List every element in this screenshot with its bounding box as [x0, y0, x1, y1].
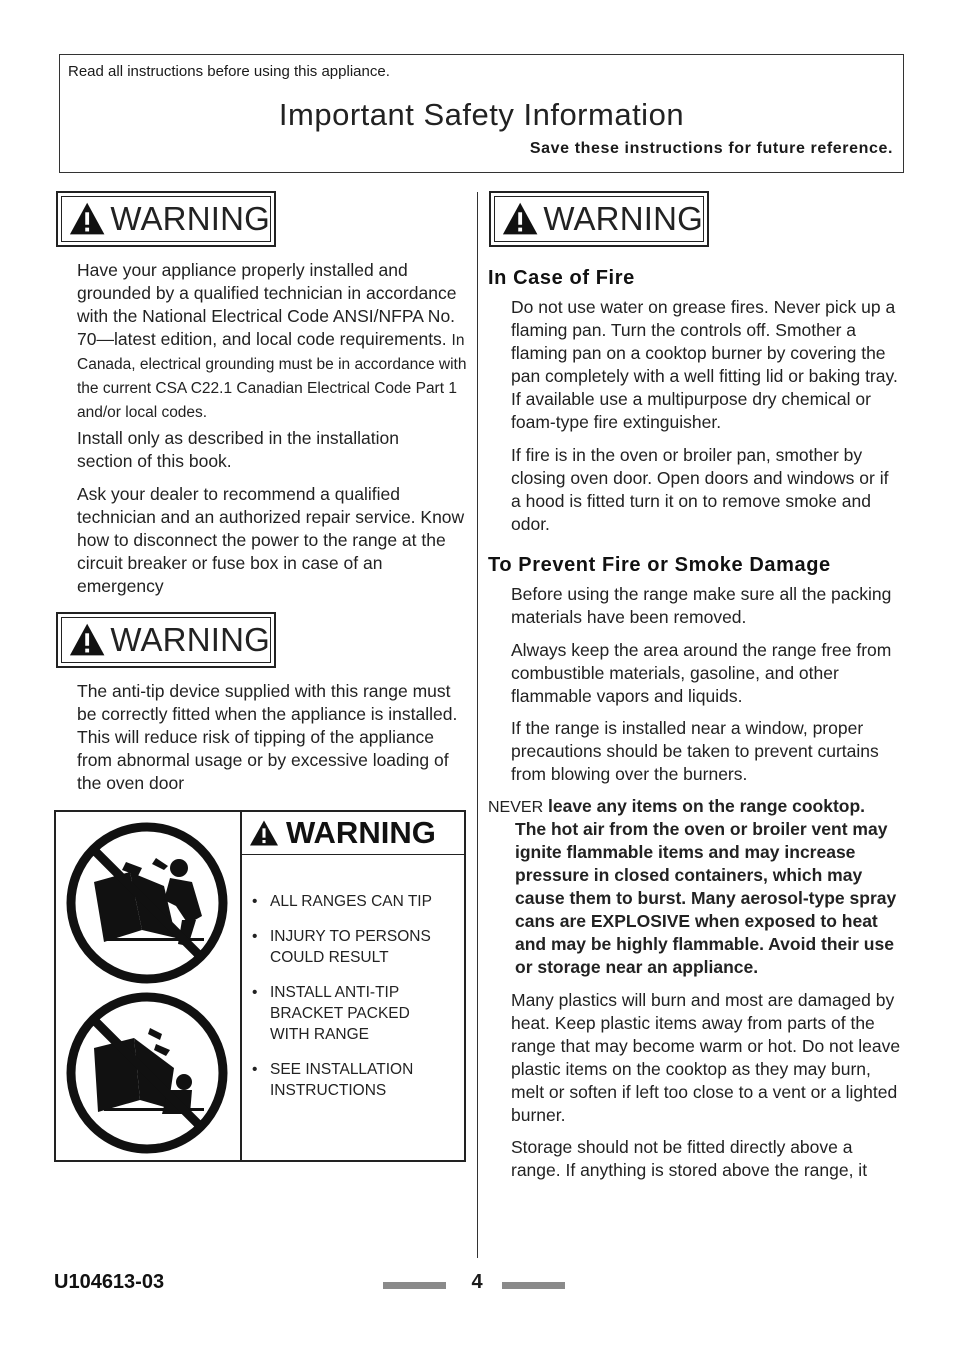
- document-number: U104613-03: [54, 1271, 165, 1293]
- warning-banner-3: [489, 191, 709, 247]
- never-first-text: leave any items on the range cooktop.: [548, 796, 866, 816]
- tip-item-text: ALL RANGES CAN TIP: [270, 893, 432, 910]
- tip-list-item: • SEE INSTALLATION INSTRUCTIONS: [252, 1061, 414, 1099]
- page-number: 4: [471, 1271, 483, 1293]
- warning-banner-1: [56, 191, 276, 247]
- save-instructions-note: Save these instructions for future reference.: [529, 140, 893, 157]
- anti-tip-warning-box: [54, 810, 466, 1162]
- header-note: Read all instructions before using this appliance.: [68, 63, 390, 80]
- tip-box-divider: [240, 812, 242, 1160]
- tip-item-text: INJURY TO PERSONS COULD RESULT: [270, 928, 431, 966]
- storage-paragraph: Storage should not be fitted directly above a range. If anything is stored above the range, it: [511, 1137, 868, 1180]
- tip-item-text: SEE INSTALLATION INSTRUCTIONS: [270, 1061, 414, 1099]
- never-word: NEVER: [488, 799, 544, 816]
- grounding-text: Have your appliance properly installed and grounded by a qualified technician in accordance with the National Electrical Code ANSI/NFPA No. 70—latest edition, and local code requirements.: [77, 260, 457, 349]
- grounding-paragraph: [77, 259, 467, 424]
- anti-tip-paragraph: The anti-tip device supplied with this range must be correctly fitted when the appliance is installed. This will reduce risk of tipping of the appliance from abnormal usage or by excessive loading of the oven door: [77, 681, 458, 793]
- warning-label: WARNING: [110, 621, 270, 658]
- page-title: Important Safety Information: [278, 97, 685, 132]
- install-paragraph: Install only as described in the installation section of this book.: [77, 428, 399, 471]
- no-tipping-range-icon: [64, 990, 230, 1156]
- page-bar-right: [502, 1282, 565, 1289]
- warning-triangle-icon: [68, 200, 106, 238]
- warning-triangle-icon: [501, 200, 539, 238]
- tip-list-item: • INSTALL ANTI-TIP BRACKET PACKED WITH RANGE: [252, 984, 410, 1043]
- tip-list-item: • ALL RANGES CAN TIP: [252, 893, 432, 910]
- fire-paragraph-2: If fire is in the oven or broiler pan, smother by closing oven door. Open doors and windows or if a hood is fitted turn it on to remove smoke and odor.: [511, 445, 889, 534]
- canada-grounding-text: In Canada, electrical grounding must be in accordance with the current CSA C22.1 Canadian Electrical Code Part 1 and/or local codes.: [77, 332, 467, 421]
- fire-heading: In Case of Fire: [488, 267, 635, 289]
- tip-list-item: • INJURY TO PERSONS COULD RESULT: [252, 928, 431, 966]
- warning-label: WARNING: [110, 200, 270, 237]
- no-standing-on-door-icon: [64, 820, 230, 986]
- tip-box-warning-label: WARNING: [286, 815, 436, 850]
- warning-triangle-icon: [68, 621, 106, 659]
- plastics-paragraph: Many plastics will burn and most are damaged by heat. Keep plastic items away from parts of the range that may become warm or hot. Do not leave plastic items on the cooktop as they may burn, melt or soften if left too close to a vent or a lighted burner.: [511, 990, 901, 1125]
- never-warning-paragraph: The hot air from the oven or broiler vent may ignite flammable items and may increase pressure in closed containers, which may cause them to burst. Many aerosol-type spray cans are EXPLOSIVE when exposed to heat and may be highly flammable. Avoid their use or storage near an appliance.: [515, 819, 897, 977]
- prevent-paragraph-2: Always keep the area around the range free from combustible materials, gasoline, and other flammable vapors and liquids.: [511, 640, 892, 706]
- prevent-paragraph-3: If the range is installed near a window, proper precautions should be taken to prevent curtains from blowing over the burners.: [511, 718, 879, 784]
- header-box: [59, 54, 904, 173]
- warning-banner-2: [56, 612, 276, 668]
- prevent-fire-heading: To Prevent Fire or Smoke Damage: [488, 554, 831, 576]
- tip-box-heading: [242, 812, 464, 855]
- never-first-line: [488, 795, 900, 819]
- warning-triangle-icon: [248, 819, 280, 847]
- prevent-paragraph-1: Before using the range make sure all the packing materials have been removed.: [511, 584, 892, 627]
- column-divider: [477, 192, 478, 1258]
- dealer-paragraph: Ask your dealer to recommend a qualified technician and an authorized repair service. Know how to disconnect the power to the range at the circuit breaker or fuse box in case of an emergency: [77, 484, 465, 596]
- tip-item-text: INSTALL ANTI-TIP BRACKET PACKED WITH RANGE: [270, 984, 410, 1043]
- warning-label: WARNING: [543, 200, 703, 237]
- page-bar-left: [383, 1282, 446, 1289]
- fire-paragraph-1: Do not use water on grease fires. Never pick up a flaming pan. Turn the controls off. Smother a flaming pan on a cooktop burner by covering the pan completely with a well fitting lid or baking tray. If available use a multipurpose dry chemical or foam-type fire extinguisher.: [511, 297, 898, 432]
